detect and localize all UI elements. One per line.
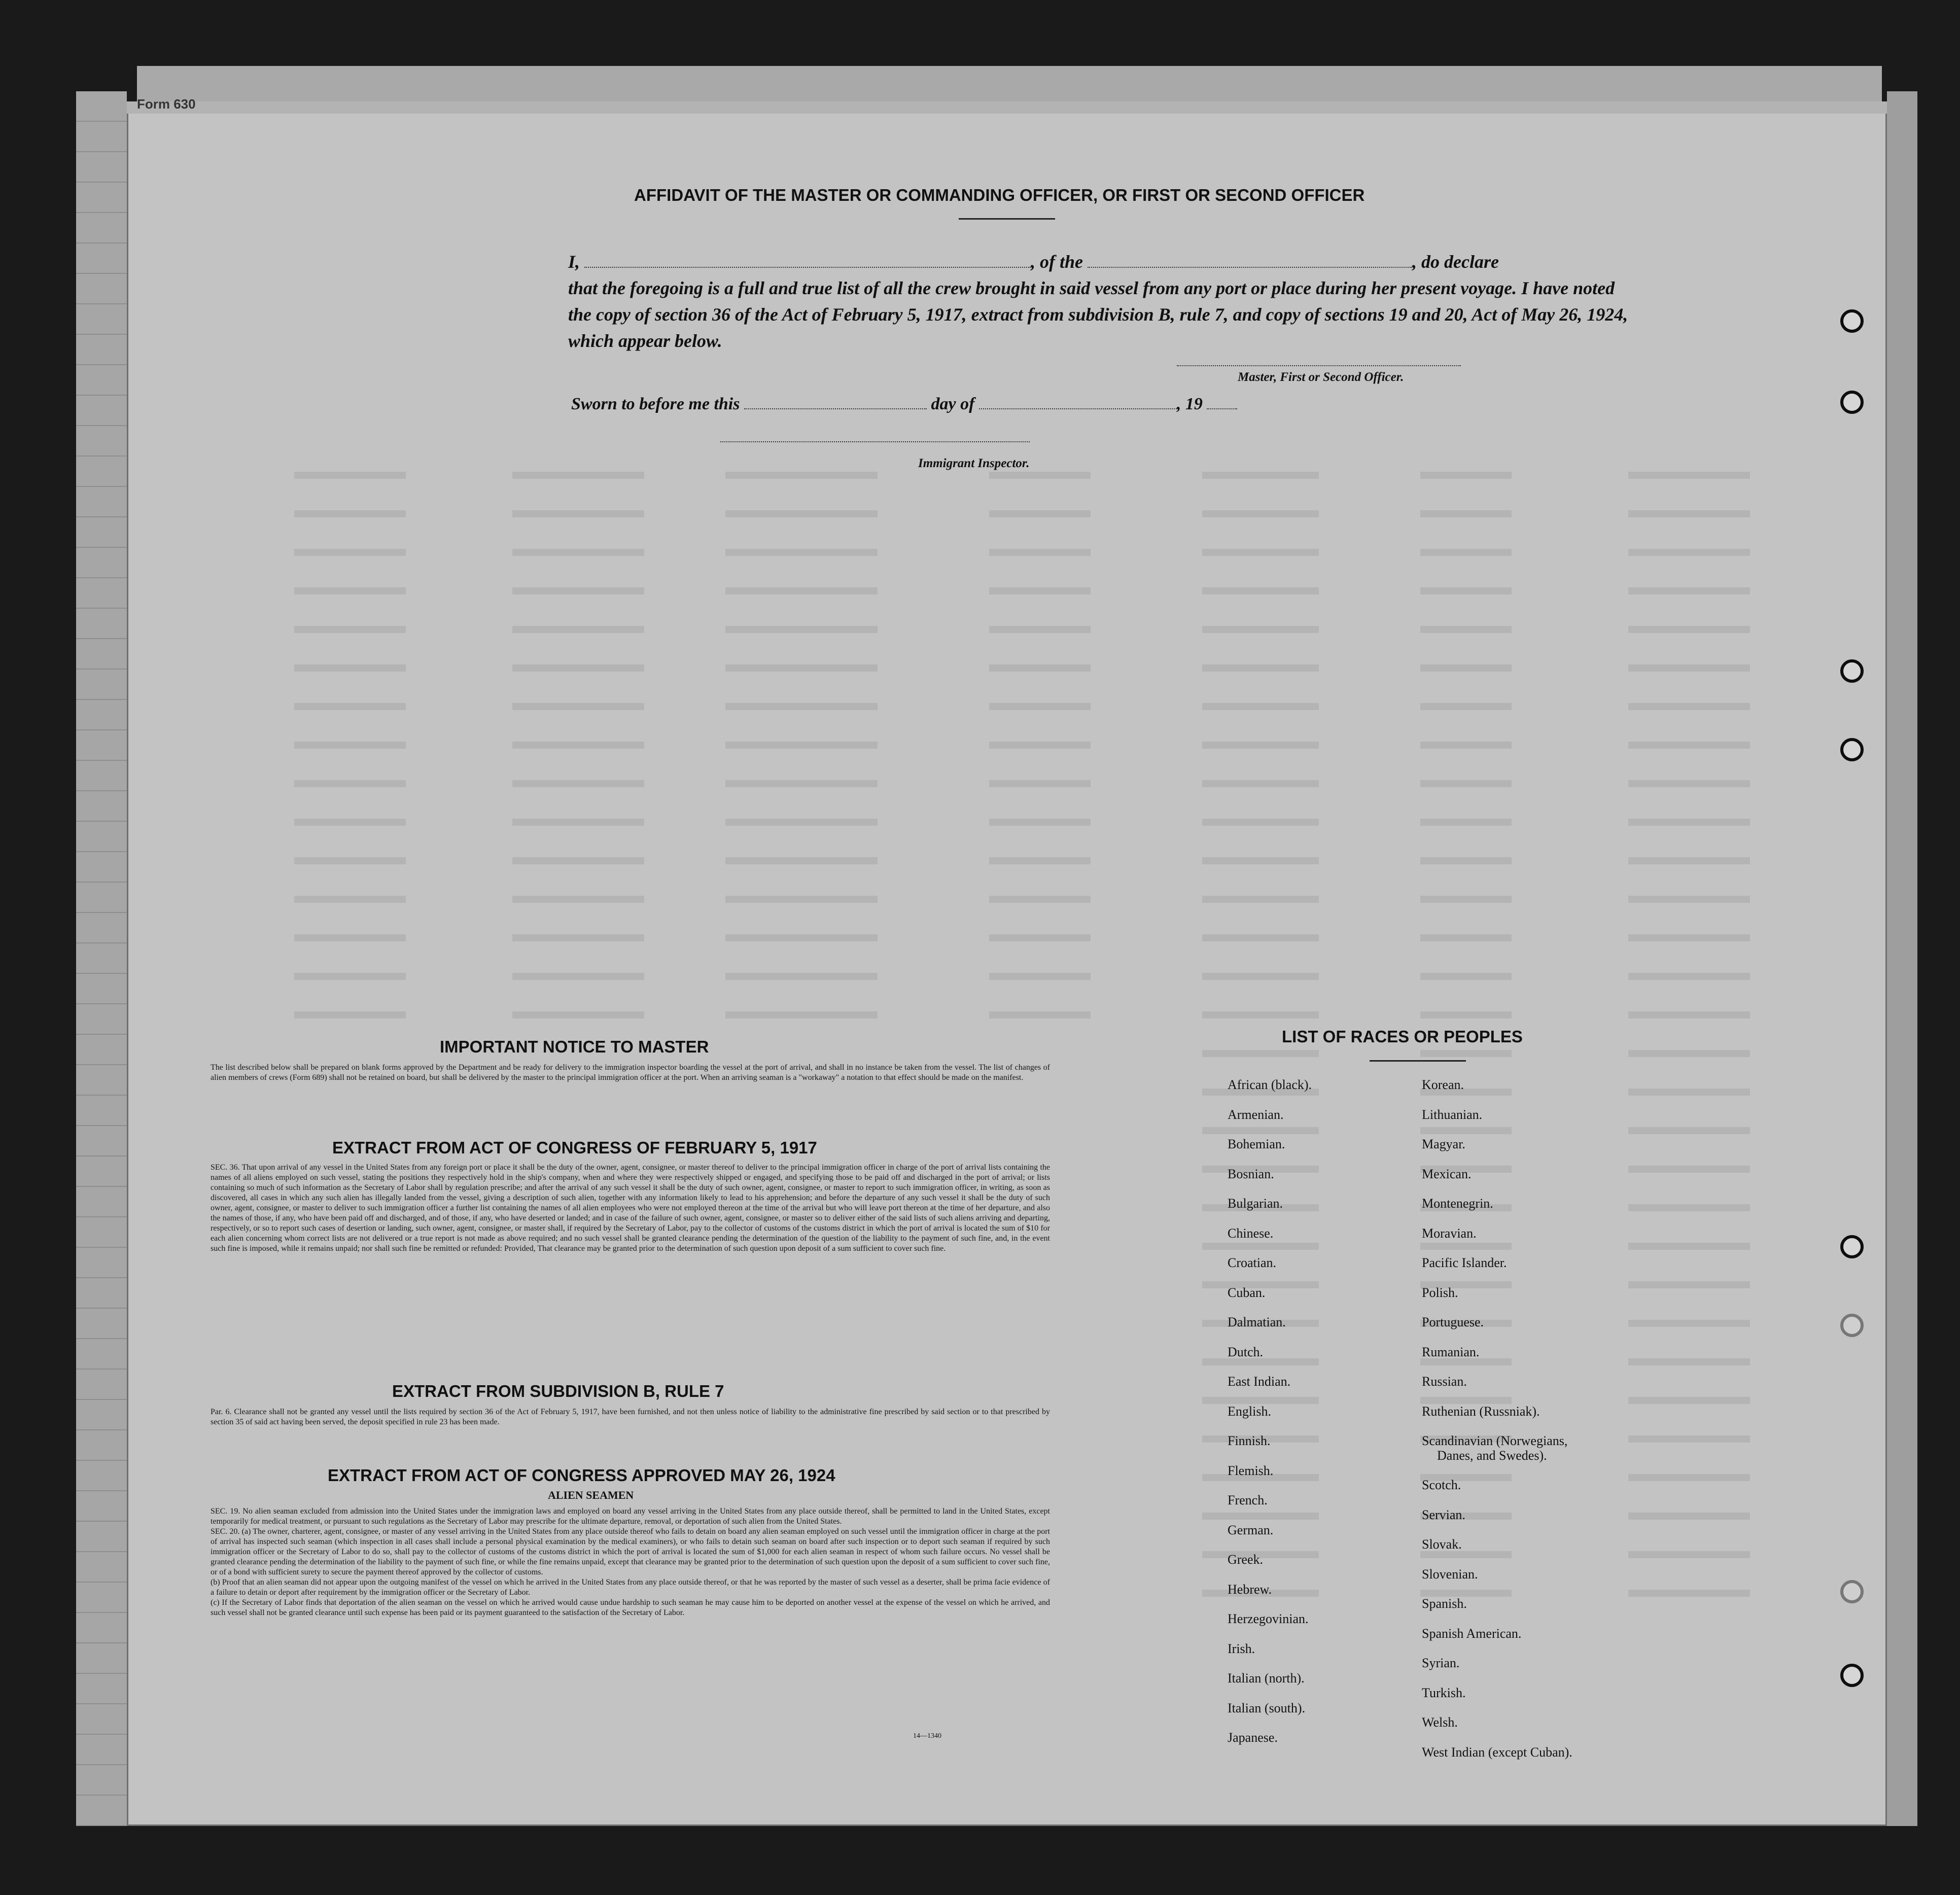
bleed-through-mark <box>512 973 644 980</box>
race-item: Moravian. <box>1422 1225 1477 1241</box>
bleed-through-mark <box>1202 819 1319 826</box>
bleed-through-mark <box>1202 896 1319 903</box>
bleed-through-mark <box>989 549 1091 556</box>
bleed-through-mark <box>989 664 1091 672</box>
bleed-through-mark <box>725 1011 878 1019</box>
bleed-through-mark <box>1420 472 1512 479</box>
vessel-field[interactable] <box>1088 267 1412 268</box>
race-item: Servian. <box>1422 1507 1465 1522</box>
bleed-through-mark <box>512 549 644 556</box>
races-left-column <box>1228 1070 1312 1753</box>
bleed-through-mark <box>989 780 1091 787</box>
bleed-through-mark <box>294 857 406 864</box>
binder-hole <box>1840 738 1864 761</box>
bleed-through-mark <box>1628 1397 1750 1404</box>
race-item: Syrian. <box>1422 1656 1460 1670</box>
bleed-through-mark <box>1628 1358 1750 1365</box>
bleed-through-mark <box>1628 934 1750 941</box>
race-item: German. <box>1228 1522 1274 1537</box>
bleed-through-mark <box>1628 1089 1750 1096</box>
affidavit-declare: , do declare <box>1412 252 1499 272</box>
bleed-through-mark <box>725 780 878 787</box>
bleed-through-mark <box>512 742 644 749</box>
affidavit-i: I, <box>568 252 580 272</box>
bleed-through-mark <box>1420 973 1512 980</box>
bleed-through-mark <box>1202 1011 1319 1019</box>
race-item: Italian (north). <box>1228 1671 1305 1686</box>
bleed-through-mark <box>1628 626 1750 633</box>
bleed-through-mark <box>725 934 878 941</box>
bleed-through-mark <box>725 626 878 633</box>
bleed-through-mark <box>989 819 1091 826</box>
sworn-year-field[interactable] <box>1207 408 1237 409</box>
extract-1924-subtitle: ALIEN SEAMEN <box>548 1489 634 1501</box>
affidavit-sheet <box>127 101 1887 1826</box>
bleed-through-mark <box>294 934 406 941</box>
bleed-through-mark <box>294 703 406 710</box>
sworn-year: , 19 <box>1176 395 1203 413</box>
notice-text: The list described below shall be prepared on blank forms approved by the Department and be ready for delivery to the immigration inspector boarding the vessel at the port of arrival, and shall in no instance be taken from the vessel. The list of changes of alien members of crews (Form 689) shall not be retained on board, but shall be delivered by the master to the principal immigration officer at the port. When an arriving seaman is a "workaway" a notation to that effect should be made on the manifest. <box>211 1063 1050 1082</box>
bleed-through-mark <box>725 896 878 903</box>
bleed-through-mark <box>1420 1050 1512 1057</box>
race-item: French. <box>1228 1493 1268 1507</box>
bleed-through-mark <box>294 973 406 980</box>
extract-1917-title: EXTRACT FROM ACT OF CONGRESS OF FEBRUARY 5, 1917 <box>332 1138 817 1157</box>
affidavit-title: AFFIDAVIT OF THE MASTER OR COMMANDING OFFICER, OR FIRST OR SECOND OFFICER <box>634 186 1365 204</box>
bleed-through-mark <box>512 510 644 517</box>
bleed-through-mark <box>1628 1166 1750 1173</box>
bleed-through-mark <box>1202 934 1319 941</box>
race-item: Dalmatian. <box>1228 1315 1286 1329</box>
print-code: 14—1340 <box>913 1732 941 1740</box>
race-item: English. <box>1228 1403 1271 1419</box>
bleed-through-mark <box>1628 819 1750 826</box>
bleed-through-mark <box>989 857 1091 864</box>
sworn-month-field[interactable] <box>979 408 1177 409</box>
bleed-through-mark <box>989 1011 1091 1019</box>
bleed-through-mark <box>1628 1590 1750 1597</box>
bleed-through-mark <box>294 896 406 903</box>
bleed-through-mark <box>989 472 1091 479</box>
bleed-through-mark <box>1202 587 1319 594</box>
race-item: Spanish American. <box>1422 1626 1522 1641</box>
bleed-through-mark <box>1628 780 1750 787</box>
bleed-through-mark <box>1628 1243 1750 1250</box>
race-item: Spanish. <box>1422 1596 1467 1611</box>
bleed-through-mark <box>989 973 1091 980</box>
binder-hole <box>1840 1664 1864 1687</box>
affidavit-of-the: , of the <box>1031 252 1083 272</box>
race-item: East Indian. <box>1228 1374 1291 1389</box>
bleed-through-mark <box>1420 780 1512 787</box>
binder-hole <box>1840 309 1864 333</box>
sec-20b-text: (b) Proof that an alien seaman did not appear upon the outgoing manifest of the vessel on which he arrived in the United States from any place outside thereof, or that he was reported by the master of such vessel as a deserter, shall be prima facie evidence of a failure to detain or deport after requirement by the immigration officer or the Secretary of Labor. <box>211 1578 1050 1597</box>
race-item: Danes, and Swedes). <box>1437 1448 1547 1463</box>
bleed-through-mark <box>1628 1513 1750 1520</box>
bleed-through-mark <box>512 664 644 672</box>
bleed-through-mark <box>1628 973 1750 980</box>
bleed-through-mark <box>725 742 878 749</box>
race-item: Russian. <box>1422 1374 1467 1389</box>
notice-title: IMPORTANT NOTICE TO MASTER <box>440 1037 709 1056</box>
bleed-through-mark <box>512 1011 644 1019</box>
bleed-through-mark <box>1628 1050 1750 1057</box>
race-item: Polish. <box>1422 1285 1458 1300</box>
extract-1917-text: SEC. 36. That upon arrival of any vessel in the United States from any foreign port or place it shall be the duty of the owner, agent, consignee, or master thereof to deliver to the principal immigration officer in charge of the port of arrival lists containing the names of all aliens employed on such vessel, stating the positions they respectively hold in the ship's company, when and where they were respectively shipped or engaged, and specifying those to be paid off and discharged in the port of arrival; or lists containing so much of such information as the Secretary of Labor shall by regulation prescribe; and after the arrival of any such vessel it shall be the duty of such owner, agent, consignee, or master to report to such immigration officer, in writing, as soon as discovered, all cases in which any such alien has illegally landed from the vessel, giving a description of such alien, together with any information likely to lead to his apprehension; and before the departure of any such vessel it shall be the duty of such owner, agent, consignee, or master to deliver to such immigration officer a further list containing the names of all alien employees who were not employed thereon at the time of the arrival but who will leave port thereon at the time of her departure, and also the names of those, if any, who have been paid off and discharged, and of those, if any, who have deserted or landed; and in case of the failure of such owner, agent, consignee, or master so to deliver either of the said lists of such aliens arriving and departing, respectively, or so to report such cases of desertion or landing, such owner, agent, consignee, or master shall, if required by the Secretary of Labor, pay to the collector of customs of the customs district in which the port of arrival is located the sum of $10 for each alien concerning whom correct lists are not delivered or a true report is not made as above required; and no such vessel shall be granted clearance pending the determination of the question of the liability to the payment of such fine, and, in the event such fine is imposed, while it remains unpaid; nor shall such fine be remitted or refunded: Provided, That clearance may be granted prior to the determination of such question upon deposit of a sum sufficient to cover such fine. <box>211 1163 1050 1253</box>
bleed-through-mark <box>512 703 644 710</box>
bleed-through-mark <box>1420 896 1512 903</box>
bleed-through-mark <box>1628 857 1750 864</box>
race-item: Chinese. <box>1228 1225 1274 1241</box>
race-item: Japanese. <box>1228 1730 1278 1745</box>
race-item: African (black). <box>1228 1077 1312 1092</box>
sworn-day-of: day of <box>931 395 975 413</box>
race-item: Slovenian. <box>1422 1566 1478 1582</box>
race-item: Cuban. <box>1228 1285 1266 1300</box>
extract-1924-text <box>211 1506 1050 1618</box>
bleed-through-mark <box>1420 934 1512 941</box>
race-item: Bulgarian. <box>1228 1196 1283 1211</box>
bleed-through-mark <box>1628 703 1750 710</box>
bleed-through-mark <box>1628 1320 1750 1327</box>
bleed-through-mark <box>512 857 644 864</box>
race-item: Magyar. <box>1422 1137 1465 1151</box>
bleed-through-mark <box>1628 896 1750 903</box>
bleed-through-mark <box>1628 549 1750 556</box>
bleed-through-mark <box>1202 857 1319 864</box>
bleed-through-mark <box>1628 1127 1750 1134</box>
extract-1924-title: EXTRACT FROM ACT OF CONGRESS APPROVED MAY 26, 1924 <box>328 1466 835 1485</box>
bleed-through-mark <box>294 510 406 517</box>
bleed-through-mark <box>989 896 1091 903</box>
bleed-through-mark <box>1628 664 1750 672</box>
bleed-through-mark <box>725 973 878 980</box>
bleed-through-mark <box>989 742 1091 749</box>
bleed-through-mark <box>1628 1204 1750 1211</box>
bleed-through-mark <box>1202 742 1319 749</box>
master-signature-line[interactable] <box>1177 365 1461 366</box>
bleed-through-mark <box>294 780 406 787</box>
bleed-through-mark <box>1420 703 1512 710</box>
bleed-through-mark <box>1420 857 1512 864</box>
bleed-through-mark <box>1420 510 1512 517</box>
bleed-through-mark <box>512 626 644 633</box>
bleed-through-mark <box>989 510 1091 517</box>
bleed-through-mark <box>294 1011 406 1019</box>
name-field[interactable] <box>584 267 1031 268</box>
bleed-through-mark <box>989 703 1091 710</box>
bleed-through-mark <box>512 896 644 903</box>
bleed-through-mark <box>725 703 878 710</box>
races-title: LIST OF RACES OR PEOPLES <box>1282 1027 1523 1046</box>
race-item: Slovak. <box>1422 1537 1462 1552</box>
bleed-through-mark <box>1420 549 1512 556</box>
bleed-through-mark <box>725 587 878 594</box>
affidavit-title-rule <box>959 218 1055 220</box>
bleed-through-mark <box>1628 1435 1750 1443</box>
race-item: Mexican. <box>1422 1166 1472 1181</box>
race-item: Irish. <box>1228 1641 1255 1656</box>
race-item: Hebrew. <box>1228 1582 1272 1597</box>
binder-hole <box>1840 391 1864 414</box>
bleed-through-mark <box>294 664 406 672</box>
race-item: Flemish. <box>1228 1463 1274 1478</box>
extract-rule7-title: EXTRACT FROM SUBDIVISION B, RULE 7 <box>392 1382 724 1400</box>
race-item: Dutch. <box>1228 1344 1264 1359</box>
races-right-column <box>1422 1070 1572 1767</box>
bleed-through-mark <box>512 819 644 826</box>
bleed-through-mark <box>294 819 406 826</box>
bleed-through-mark <box>1202 549 1319 556</box>
race-item: Italian (south). <box>1228 1700 1306 1715</box>
sworn-prefix: Sworn to before me this <box>571 395 740 413</box>
bleed-through-mark <box>1420 742 1512 749</box>
bleed-through-mark <box>1420 626 1512 633</box>
bleed-through-mark <box>1420 664 1512 672</box>
race-item: Armenian. <box>1228 1107 1284 1122</box>
sworn-day-field[interactable] <box>744 408 927 409</box>
bleed-through-mark <box>294 626 406 633</box>
race-item: Portuguese. <box>1422 1315 1484 1329</box>
race-item: Croatian. <box>1228 1255 1277 1270</box>
affidavit-body <box>568 249 1628 354</box>
bleed-through-mark <box>1628 1551 1750 1558</box>
bleed-through-mark <box>1628 1281 1750 1288</box>
binder-hole <box>1840 1314 1864 1337</box>
bleed-through-mark <box>1420 1011 1512 1019</box>
bleed-through-mark <box>725 549 878 556</box>
sec-20a-text: SEC. 20. (a) The owner, charterer, agent, consignee, or master of any vessel arriving in the United States from any place outside thereof who fails to detain on board any alien seaman employed on such vessel until the immigration officer in charge at the port of arrival has inspected such seaman (which inspection in all cases shall include a personal physical examination by the medical examiners), or who fails to detain such seaman on board after such inspection or to deport such seaman if required by such immigration officer or the Secretary of Labor to do so, shall pay to the collector of customs of the customs district in which the port of arrival is located the sum of $1,000 for each alien seaman in respect of whom such failure occurs. No vessel shall be granted clearance pending the determination of the liability to the payment of such fine, or while the fine remains unpaid, except that clearance may be granted prior to the determination of such question upon the deposit of a sum sufficient to cover such fine, or of a bond with sufficient surety to secure the payment thereof approved by the collector of customs. <box>211 1527 1050 1576</box>
bleed-through-mark <box>512 472 644 479</box>
inspector-caption: Immigrant Inspector. <box>918 457 1030 470</box>
bleed-through-mark <box>1628 1011 1750 1019</box>
bleed-through-mark <box>512 934 644 941</box>
race-item: Bosnian. <box>1228 1166 1274 1181</box>
bleed-through-mark <box>1202 664 1319 672</box>
bleed-through-mark <box>1202 510 1319 517</box>
extract-rule7-text: Par. 6. Clearance shall not be granted any vessel until the lists required by section 36 of the Act of February 5, 1917, have been furnished, and not then unless notice of liability to the administrative fine prescribed by said section or to that prescribed by section 35 of said act having been served, the deposit specified in rule 23 has been made. <box>211 1408 1050 1426</box>
sec-19-text: SEC. 19. No alien seaman excluded from admission into the United States under the immigration laws and employed on board any vessel arriving in the United States from any place outside thereof, shall be permitted to land in the United States, except temporarily for medical treatment, or pursuant to such regulations as the Secretary of Labor may prescribe for the ultimate departure, removal, or deportation of such alien from the United States. <box>211 1507 1050 1526</box>
race-item: West Indian (except Cuban). <box>1422 1744 1572 1760</box>
bleed-through-mark <box>989 626 1091 633</box>
bleed-through-mark <box>725 819 878 826</box>
bleed-through-mark <box>1202 1050 1319 1057</box>
sheet-edge <box>1887 91 1917 1826</box>
sec-20c-text: (c) If the Secretary of Labor finds that deportation of the alien seaman on the vessel on which he arrived would cause undue hardship to such seaman he may cause him to be deported on another vessel at the expense of the vessel on which he arrived, and such vessel shall not be granted clearance until such expense has been paid or its payment guaranteed to the satisfaction of the Secretary of Labor. <box>211 1598 1050 1617</box>
bleed-through-mark <box>1202 973 1319 980</box>
bleed-through-mark <box>294 587 406 594</box>
bleed-through-mark <box>1628 1474 1750 1481</box>
race-item: Turkish. <box>1422 1685 1466 1700</box>
race-item: Finnish. <box>1228 1433 1271 1448</box>
race-item: Lithuanian. <box>1422 1107 1483 1122</box>
bleed-through-mark <box>1628 587 1750 594</box>
binder-hole <box>1840 1235 1864 1258</box>
bleed-through-mark <box>1420 587 1512 594</box>
sworn-line <box>571 395 1237 414</box>
bleed-through-mark <box>1202 703 1319 710</box>
bleed-through-mark <box>512 780 644 787</box>
race-item: Welsh. <box>1422 1715 1458 1730</box>
bleed-through-mark <box>294 742 406 749</box>
bleed-through-mark <box>725 857 878 864</box>
bleed-through-mark <box>294 472 406 479</box>
bleed-through-mark <box>725 664 878 672</box>
binder-hole <box>1840 659 1864 683</box>
race-item: Rumanian. <box>1422 1344 1480 1359</box>
bleed-through-mark <box>1420 819 1512 826</box>
bleed-through-mark <box>1202 626 1319 633</box>
race-item: Herzegovinian. <box>1228 1611 1309 1626</box>
race-item: Pacific Islander. <box>1422 1255 1507 1270</box>
race-item: Scandinavian (Norwegians, <box>1422 1433 1568 1448</box>
bleed-through-mark <box>1628 742 1750 749</box>
race-item: Korean. <box>1422 1077 1464 1092</box>
race-item: Greek. <box>1228 1552 1264 1567</box>
master-signature-caption: Master, First or Second Officer. <box>1238 370 1404 384</box>
bleed-through-mark <box>1628 472 1750 479</box>
race-item: Scotch. <box>1422 1478 1461 1492</box>
bleed-through-mark <box>1628 510 1750 517</box>
race-item: Montenegrin. <box>1422 1196 1493 1211</box>
sheet-top-strip <box>127 101 1887 114</box>
bleed-through-mark <box>989 587 1091 594</box>
binder-hole <box>1840 1580 1864 1603</box>
affidavit-statement: that the foregoing is a full and true list of all the crew brought in said vessel from any port or place during her present voyage. I have noted the copy of section 36 of the Act of February 5, 1917, extract from subdivision B, rule 7, and copy of sections 19 and 20, Act of May 26, 1924, which appear below. <box>568 278 1628 351</box>
bleed-through-mark <box>1202 472 1319 479</box>
underlying-sheet-grid <box>76 91 127 1826</box>
inspector-signature-line[interactable] <box>720 441 1030 442</box>
race-item: Ruthenian (Russniak). <box>1422 1403 1540 1419</box>
bleed-through-mark <box>512 587 644 594</box>
bleed-through-mark <box>989 934 1091 941</box>
bleed-through-mark <box>1202 780 1319 787</box>
bleed-through-mark <box>725 472 878 479</box>
bleed-through-mark <box>294 549 406 556</box>
races-title-rule <box>1370 1060 1466 1062</box>
bleed-through-mark <box>725 510 878 517</box>
form-number: Form 630 <box>137 96 196 112</box>
race-item: Bohemian. <box>1228 1137 1285 1151</box>
